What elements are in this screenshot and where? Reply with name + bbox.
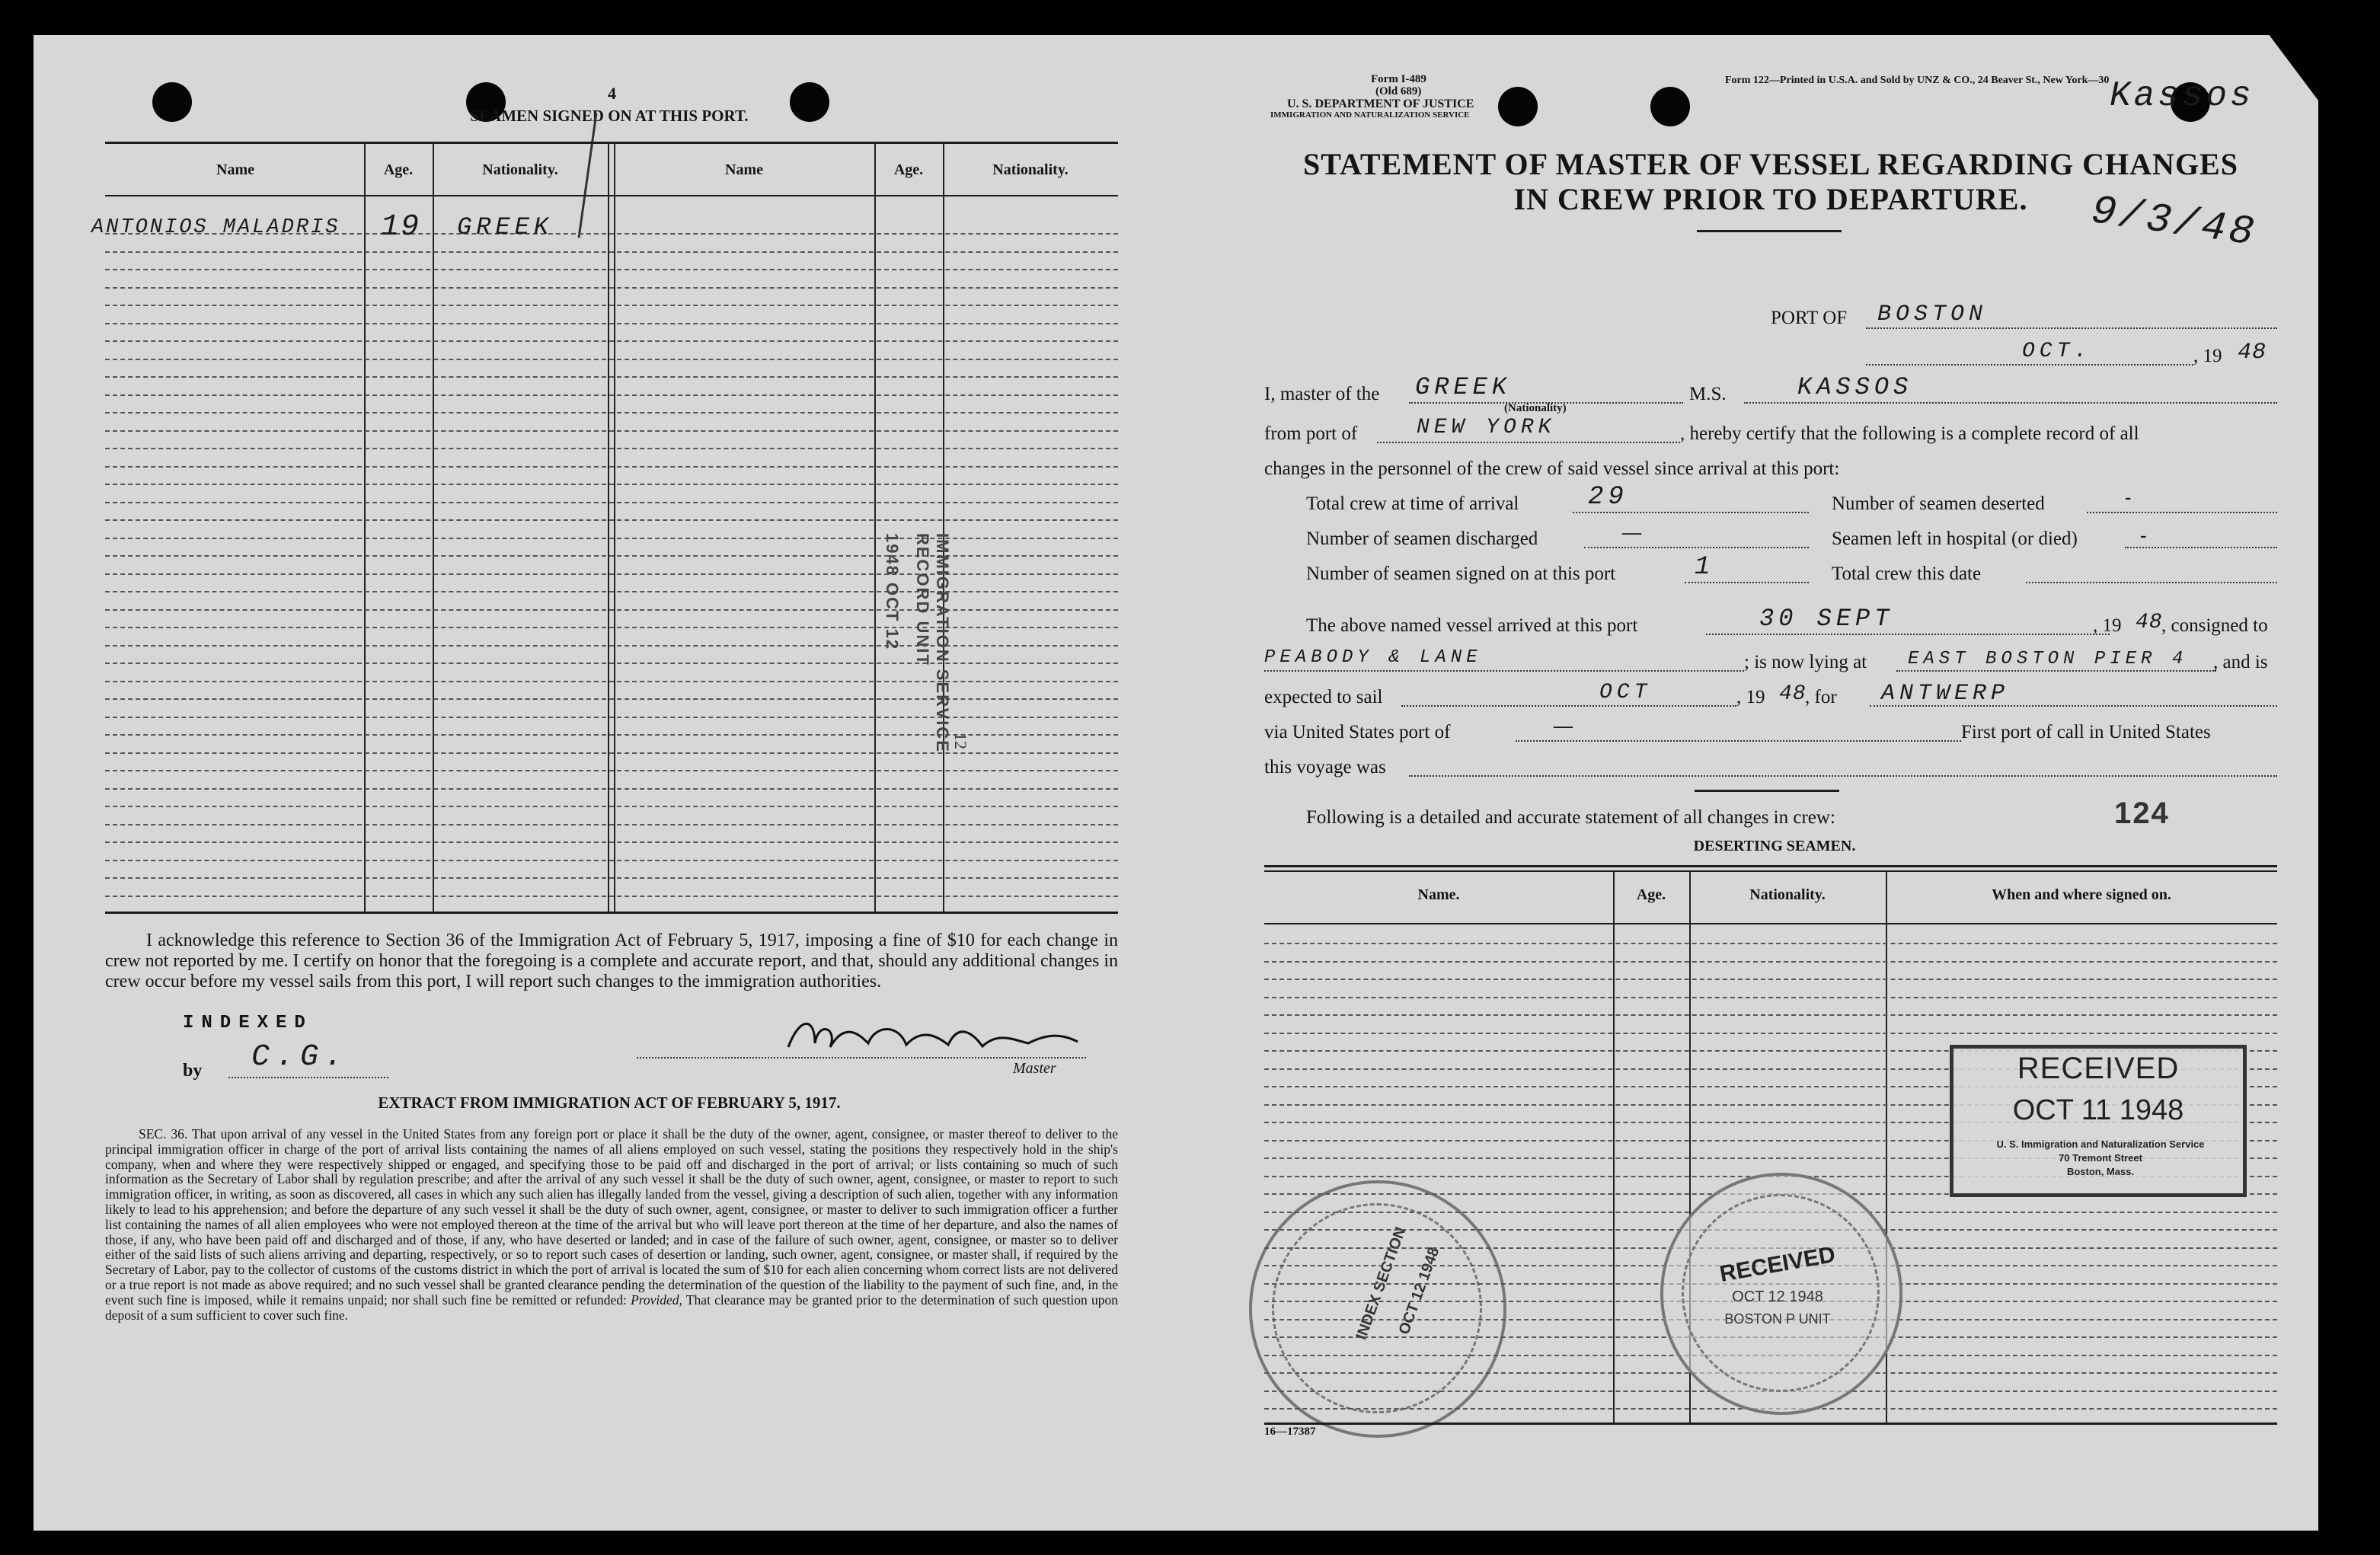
for-label: , for: [1805, 687, 1837, 707]
col-header-nationality-2: Nationality.: [992, 161, 1069, 178]
signed-on-label: Number of seamen signed on at this port: [1306, 564, 1616, 584]
received-stamp-line: Boston, Mass.: [2066, 1166, 2135, 1177]
nationality-caption: (Nationality): [1504, 402, 1567, 414]
discharged-label: Number of seamen discharged: [1306, 528, 1538, 549]
indexed-by-line: [228, 1077, 388, 1078]
seaman-name: ANTONIOS MALADRIS: [91, 216, 340, 239]
col-header-name: Name: [216, 161, 254, 178]
table-row-line: [105, 573, 1118, 575]
voyage-label: this voyage was: [1264, 757, 1386, 778]
received-stamp-title: RECEIVED: [2017, 1052, 2180, 1085]
section-rule: [1695, 790, 1839, 792]
table-row-line: [105, 466, 1118, 468]
desert-col-divider: [1613, 870, 1615, 1422]
seaman-nationality: GREEK: [457, 213, 554, 241]
master-label: Master: [1013, 1060, 1056, 1077]
table-row-line: [105, 412, 1118, 413]
consignee-value: PEABODY & LANE: [1264, 647, 1482, 668]
received-stamp-line: U. S. Immigration and Naturalization Service: [1996, 1138, 2205, 1150]
received-stamp-date: OCT 11 1948: [2012, 1094, 2184, 1126]
consignee-line: [1264, 670, 1744, 672]
table-row-line: [1264, 961, 2277, 963]
title-rule: [1697, 230, 1842, 232]
department-name: U. S. DEPARTMENT OF JUSTICE: [1287, 97, 1474, 110]
table-row-line: [105, 752, 1118, 754]
table-row-line: [105, 394, 1118, 396]
table-row-line: [105, 269, 1118, 270]
printer-note: Form 122—Printed in U.S.A. and Sold by UNZ & CO., 24 Beaver St., New York—30: [1725, 75, 2110, 86]
desert-col-header-when-where: When and where signed on.: [1992, 886, 2171, 903]
col-header-age-2: Age.: [893, 161, 924, 178]
via-label: via United States port of: [1264, 722, 1451, 742]
table-row-line: [105, 519, 1118, 521]
total-crew-arrival-line: [1573, 512, 1809, 513]
by-label: by: [183, 1061, 203, 1081]
col-header-age: Age.: [383, 161, 414, 178]
form-number: Form I-489: [1371, 73, 1426, 85]
indexed-by-initials: C.G.: [251, 1040, 350, 1074]
col-divider: [943, 142, 944, 912]
table-row-line: [1264, 997, 2277, 998]
table-row-line: [105, 877, 1118, 879]
extract-provided: Provided,: [631, 1292, 682, 1308]
deserted-label: Number of seamen deserted: [1832, 493, 2045, 514]
via-line: [1516, 740, 1961, 742]
round-stamp-unit: BOSTON P UNIT: [1724, 1311, 1831, 1327]
table-row-line: [105, 698, 1118, 700]
date-note-handwritten: 9/3/48: [2088, 188, 2260, 257]
table-row-line: [105, 287, 1118, 289]
vessel-line: [1744, 402, 2277, 404]
punch-hole: [790, 82, 829, 122]
table-row-line: [105, 663, 1118, 664]
and-is-label: , and is: [2213, 652, 2268, 672]
vertical-stamp-line: IMMIGRATION SERVICE: [933, 533, 952, 753]
for-value: ANTWERP: [1881, 681, 2010, 707]
received-stamp-line: 70 Tremont Street: [2059, 1152, 2142, 1164]
punch-hole: [1650, 87, 1690, 126]
col-header-name-2: Name: [725, 161, 763, 178]
hospital-label: Seamen left in hospital (or died): [1832, 528, 2078, 549]
round-stamp-title: RECEIVED: [1717, 1241, 1838, 1288]
table-row-line: [105, 841, 1118, 843]
arrived-year-prefix: , 19: [2093, 615, 2122, 636]
table-row-line: [1264, 1014, 2277, 1016]
section-title: SEAMEN SIGNED ON AT THIS PORT.: [470, 107, 749, 125]
master-of-the-label: I, master of the: [1264, 384, 1380, 404]
round-received-stamp: [1660, 1173, 1902, 1415]
port-value: BOSTON: [1877, 302, 1988, 327]
total-crew-arrival-label: Total crew at time of arrival: [1306, 493, 1519, 514]
table-row-line: [105, 681, 1118, 682]
col-divider: [364, 142, 366, 912]
signed-on-line: [1685, 582, 1809, 583]
signed-on-value: 1: [1695, 553, 1715, 582]
expected-line: [1401, 705, 1736, 707]
table-row-line: [105, 770, 1118, 771]
discharged-value: —: [1622, 522, 1641, 543]
extract-tail: That clearance may be granted prior to the determination of such question upon deposit of a sum sufficient to cover such fine.: [105, 1292, 1119, 1323]
following-text: Following is a detailed and accurate statement of all changes in crew:: [1306, 807, 1835, 828]
table-row-line: [105, 251, 1118, 253]
vessel-value: KASSOS: [1797, 373, 1913, 401]
sail-year: 48: [1779, 682, 1807, 706]
extract-title: EXTRACT FROM IMMIGRATION ACT OF FEBRUARY 5, 1917.: [378, 1094, 841, 1112]
footer-code: 16—17387: [1264, 1426, 1316, 1438]
col-divider: [874, 142, 876, 912]
deserting-title: DESERTING SEAMEN.: [1693, 838, 1856, 854]
nationality-value: GREEK: [1415, 373, 1512, 401]
vessel-prefix: M.S.: [1689, 384, 1727, 404]
desert-table-top-rule-2: [1264, 870, 2277, 872]
deserted-value: -: [2125, 487, 2132, 508]
table-row-line: [105, 824, 1118, 825]
desert-table-bottom-rule: [1264, 1422, 2277, 1425]
round-stamp-date: OCT 12 1948: [1732, 1288, 1823, 1305]
table-row-line: [105, 305, 1118, 306]
discharged-line: [1584, 547, 1809, 548]
expected-label: expected to sail: [1264, 687, 1383, 707]
table-row-line: [105, 591, 1118, 592]
extract-body: That upon arrival of any vessel in the United States from any foreign port or place it shall be the duty of the owner, agent, consignee, or master thereof to deliver to the principal immigration officer in charge of the port of arrival lists containing the names of all aliens employed on such vessel, stating the positions they respectively hold in the ship's company, when and where they were respectively shipped or engaged, and specifying those to be paid off and discharged in the port of arrival; or lists containing so much of such information as the Secretary of Labor shall by regulation prescribe; and after the arrival of any such vessel it shall be the duty of such owner, agent, consignee, or master to report to such immigration officer, in writing, as soon as discovered, all cases in which any such alien has illegally landed from the vessel, giving a description of such alien, together with any information likely to lead to his apprehension; and before the departure of any such vessel it shall be the duty of such owner, agent, consignee, or master to deliver to such immigration officer a further list containing the names of all alien employees who were not employed thereon at the time of the arrival but who will leave port thereon at the time of her departure, and also the names of those, if any, who have been paid off and discharged and of those, if any, who have deserted or landed; and in case of the failure of such owner, agent, consignee, or master so to deliver either of the said lists of such aliens arriving and departing, respectively, or so to report such cases of desertion or landing, such owner, agent, consignee, or master shall, if required by the Secretary of Labor, pay to the collector of customs of the customs district in which the port of arrival is located the sum of $10 for each alien concerning whom correct lists are not delivered or a true report is not made as above required; and no such vessel shall be granted clearance pending the determination of the question of the liability to the payment of such fine, and, in the event such fine is imposed, while it remains unpaid; nor shall such fine be remitted or refunded:: [105, 1126, 1118, 1308]
master-signature-line: [637, 1057, 1086, 1058]
total-crew-date-line: [2026, 582, 2277, 583]
expected-value: OCT: [1599, 681, 1652, 704]
table-row-line: [105, 645, 1118, 647]
table-row-line: [105, 555, 1118, 557]
certify-text: , hereby certify that the following is a complete record of all: [1680, 423, 2139, 444]
table-row-line: [105, 538, 1118, 539]
table-row-line: [105, 609, 1118, 611]
hospital-line: [2125, 547, 2277, 548]
extract-prefix: SEC. 36.: [139, 1126, 188, 1142]
punch-hole: [152, 82, 192, 122]
received-stamp: [1950, 1045, 2247, 1197]
lying-label: ; is now lying at: [1744, 652, 1867, 672]
arrived-line: [1706, 634, 2110, 635]
deserted-line: [2087, 512, 2277, 513]
table-header-rule: [105, 195, 1118, 196]
form-title-line1: STATEMENT OF MASTER OF VESSEL REGARDING CHANGES: [1303, 147, 2238, 181]
table-row-line: [105, 448, 1118, 449]
table-row-line: [105, 896, 1118, 897]
lying-line: [1896, 670, 2216, 672]
table-row-line: [105, 717, 1118, 718]
table-row-line: [105, 502, 1118, 503]
lying-value: EAST BOSTON PIER 4: [1908, 649, 2188, 669]
table-bottom-rule: [105, 912, 1118, 914]
corner-cut: [2266, 30, 2334, 122]
arrived-label: The above named vessel arrived at this port: [1306, 615, 1638, 636]
left-round-stamp: [1249, 1180, 1506, 1438]
from-port-line: [1377, 442, 1680, 443]
vertical-stamp-line: 1948 OCT 12: [883, 533, 902, 651]
consigned-label: , consigned to: [2161, 615, 2268, 636]
form-old-number: (Old 689): [1375, 85, 1422, 97]
arrived-value: 30 SEPT: [1759, 605, 1894, 633]
indexed-label: INDEXED: [183, 1013, 313, 1033]
arrived-year: 48: [2136, 611, 2163, 634]
stamp-number: 124: [2114, 797, 2170, 830]
page-number: 4: [608, 84, 616, 103]
service-name: IMMIGRATION AND NATURALIZATION SERVICE: [1270, 110, 1470, 120]
table-row-line: [105, 340, 1118, 342]
table-row-line: [1264, 1033, 2277, 1034]
date-year: 48: [2238, 340, 2267, 366]
sail-year-prefix: , 19: [1736, 687, 1765, 707]
desert-col-header-nationality: Nationality.: [1749, 886, 1826, 903]
total-crew-arrival-value: 29: [1588, 483, 1628, 512]
hospital-value: -: [2140, 525, 2147, 546]
table-row-line: [105, 806, 1118, 807]
left-round-stamp-line: INDEX SECTION: [1353, 1225, 1410, 1343]
col-header-nationality: Nationality.: [482, 161, 558, 178]
col-divider: [608, 142, 609, 912]
date-line: [1866, 364, 2193, 366]
extract-text: [105, 1127, 1118, 1323]
from-port-label: from port of: [1264, 423, 1358, 444]
date-year-prefix: , 19: [2193, 346, 2222, 366]
table-row-line: [105, 788, 1118, 790]
desert-col-header-age: Age.: [1636, 886, 1666, 903]
desert-col-header-name: Name.: [1417, 886, 1460, 903]
table-row-line: [1264, 979, 2277, 980]
via-value: —: [1554, 716, 1573, 736]
date-month: OCT.: [2022, 340, 2092, 363]
voyage-line: [1409, 775, 2277, 777]
port-label: PORT OF: [1771, 308, 1848, 328]
changes-text: changes in the personnel of the crew of said vessel since arrival at this port:: [1264, 458, 1840, 479]
seaman-age: 19: [381, 210, 421, 244]
table-row-line: [105, 359, 1118, 360]
desert-table-header-rule: [1264, 923, 2277, 924]
from-port-value: NEW YORK: [1417, 416, 1556, 439]
table-row-line: [105, 860, 1118, 861]
table-row-line: [105, 376, 1118, 378]
master-signature: [784, 1013, 1089, 1058]
table-row-line: [1264, 943, 2277, 944]
desert-table-top-rule: [1264, 865, 2277, 867]
port-line: [1866, 327, 2277, 329]
col-divider: [433, 142, 434, 912]
left-round-stamp-line: OCT 12 1948: [1395, 1245, 1443, 1337]
table-row-line: [105, 430, 1118, 432]
vertical-stamp: [845, 533, 952, 762]
acknowledgement-text: I acknowledge this reference to Section 36 of the Immigration Act of February 5, 1917, imposing a fine of $10 for each change in crew not reported by me. I certify on honor that the foregoing is a complete and accurate report, and that, should any additional changes in crew occur before my vessel sails from this port, I will report such changes to the immigration authorities.: [105, 931, 1118, 991]
punch-hole: [1498, 87, 1538, 126]
first-port-label: First port of call in United States: [1961, 722, 2211, 742]
table-top-rule: [105, 142, 1118, 144]
margin-number: 12: [951, 733, 970, 749]
col-divider: [614, 142, 615, 912]
total-crew-date-label: Total crew this date: [1832, 564, 1982, 584]
table-row-line: [105, 323, 1118, 324]
vertical-stamp-line: RECORD UNIT: [913, 533, 932, 666]
ship-note-handwritten: Kassos: [2110, 76, 2254, 116]
table-row-line: [105, 627, 1118, 628]
table-row-line: [105, 484, 1118, 485]
form-title-line2: IN CREW PRIOR TO DEPARTURE.: [1513, 182, 2028, 216]
